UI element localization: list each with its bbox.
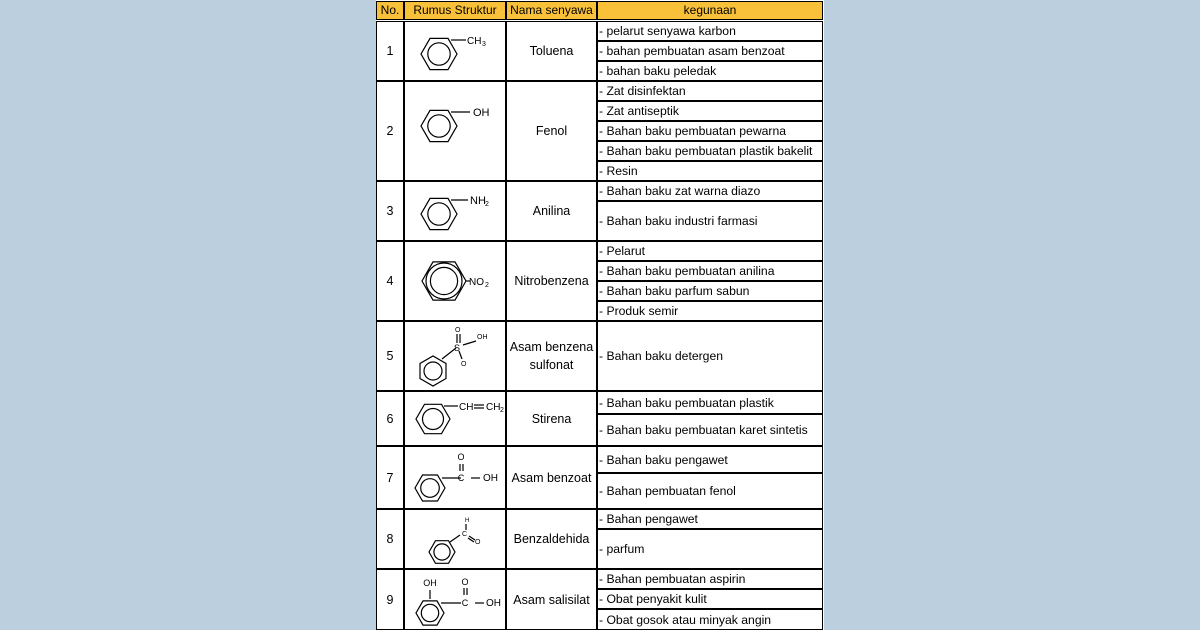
formula-label: NH <box>470 195 486 207</box>
document-sheet <box>376 0 824 630</box>
header-no: No. <box>376 1 404 20</box>
row-number: 7 <box>376 446 404 509</box>
use-item: - Zat antiseptik <box>597 101 823 121</box>
benzene-structure <box>406 571 504 628</box>
use-item: - Bahan baku pembuatan pewarna <box>597 121 823 141</box>
formula-label: O <box>475 539 481 546</box>
use-item: - Bahan baku pembuatan anilina <box>597 261 823 281</box>
compound-name: Nitrobenzena <box>506 241 597 321</box>
header-rumus-struktur: Rumus Struktur <box>404 1 506 20</box>
use-item: - Bahan baku pembuatan plastik <box>597 391 823 414</box>
structural-formula <box>404 446 506 509</box>
formula-label: H <box>465 518 470 524</box>
formula-label: O <box>455 327 461 334</box>
structural-formula <box>404 21 506 81</box>
formula-label: CH <box>459 402 474 413</box>
use-item: - bahan baku peledak <box>597 61 823 81</box>
formula-label: O <box>461 577 469 587</box>
use-item: - pelarut senyawa karbon <box>597 21 823 41</box>
benzene-structure <box>406 23 504 79</box>
benzene-structure <box>406 83 504 179</box>
row-number: 1 <box>376 21 404 81</box>
formula-label: CH <box>486 402 501 413</box>
header-kegunaan: kegunaan <box>597 1 823 20</box>
use-item: - Bahan pembuatan aspirin <box>597 569 823 589</box>
row-number: 8 <box>376 509 404 569</box>
compound-name: Anilina <box>506 181 597 241</box>
use-item: - Resin <box>597 161 823 181</box>
formula-label: OH <box>477 334 488 341</box>
formula-label: OH <box>486 598 501 609</box>
use-item: - parfum <box>597 529 823 569</box>
use-item: - Zat disinfektan <box>597 81 823 101</box>
use-item: - Bahan baku detergen <box>597 321 823 391</box>
row-number: 5 <box>376 321 404 391</box>
benzene-structure <box>406 243 504 319</box>
structural-formula <box>404 569 506 630</box>
compound-name: Asam benzena sulfonat <box>506 321 597 391</box>
row-number: 9 <box>376 569 404 630</box>
formula-label: O <box>461 361 467 368</box>
formula-label: 2 <box>485 201 489 208</box>
use-item: - Bahan baku pengawet <box>597 446 823 473</box>
row-number: 4 <box>376 241 404 321</box>
benzene-structure <box>406 183 504 239</box>
compound-name: Asam benzoat <box>506 446 597 509</box>
formula-label: C <box>457 473 465 483</box>
use-item: - bahan pembuatan asam benzoat <box>597 41 823 61</box>
compound-name: Toluena <box>506 21 597 81</box>
formula-label: NO <box>469 277 484 288</box>
structural-formula <box>404 391 506 446</box>
formula-label: OH <box>423 578 437 588</box>
structural-formula <box>404 509 506 569</box>
compound-name: Asam salisilat <box>506 569 597 630</box>
structural-formula <box>404 181 506 241</box>
formula-label: 3 <box>482 41 486 48</box>
use-item: - Bahan baku zat warna diazo <box>597 181 823 201</box>
row-number: 2 <box>376 81 404 181</box>
structural-formula <box>404 241 506 321</box>
use-item: - Bahan pengawet <box>597 509 823 529</box>
header-nama-senyawa: Nama senyawa <box>506 1 597 20</box>
row-number: 3 <box>376 181 404 241</box>
use-item: - Obat penyakit kulit <box>597 589 823 609</box>
formula-label: C <box>462 531 468 538</box>
use-item: - Obat gosok atau minyak angin <box>597 609 823 630</box>
formula-label: S <box>454 343 461 353</box>
use-item: - Bahan baku industri farmasi <box>597 201 823 241</box>
benzene-structure <box>406 393 504 444</box>
compound-name: Stirena <box>506 391 597 446</box>
structural-formula <box>404 321 506 391</box>
benzene-structure <box>406 511 504 567</box>
formula-label: CH <box>467 36 482 47</box>
formula-label: O <box>457 452 465 462</box>
formula-label: C <box>461 598 469 608</box>
use-item: - Produk semir <box>597 301 823 321</box>
compound-name: Fenol <box>506 81 597 181</box>
use-item: - Pelarut <box>597 241 823 261</box>
use-item: - Bahan pembuatan fenol <box>597 473 823 509</box>
formula-label: 2 <box>485 282 489 289</box>
use-item: - Bahan baku pembuatan karet sintetis <box>597 414 823 446</box>
formula-label: OH <box>473 107 490 119</box>
formula-label: OH <box>483 473 498 484</box>
use-item: - Bahan baku pembuatan plastik bakelit <box>597 141 823 161</box>
use-item: - Bahan baku parfum sabun <box>597 281 823 301</box>
benzene-structure <box>406 448 504 507</box>
structural-formula <box>404 81 506 181</box>
compound-name: Benzaldehida <box>506 509 597 569</box>
benzene-structure <box>406 323 504 389</box>
formula-label: 2 <box>500 407 504 414</box>
row-number: 6 <box>376 391 404 446</box>
